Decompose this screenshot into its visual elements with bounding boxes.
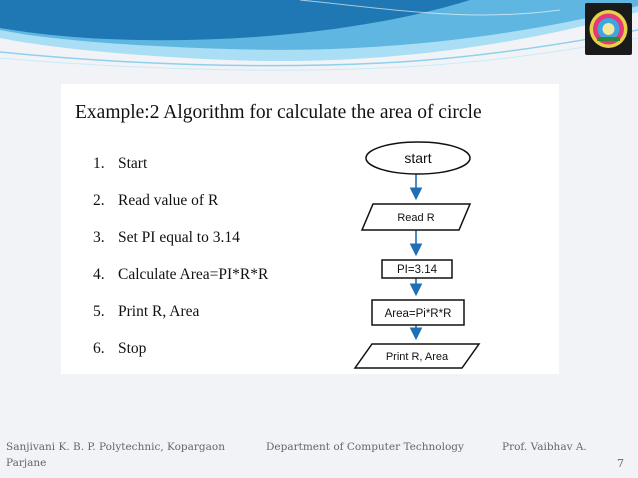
step-text: Calculate Area=PI*R*R bbox=[118, 266, 269, 283]
flowchart bbox=[61, 84, 559, 374]
step-number: 1. bbox=[93, 155, 105, 172]
slide-footer bbox=[6, 441, 632, 473]
step-number: 2. bbox=[93, 192, 105, 209]
footer-author-continued: Parjane bbox=[6, 457, 47, 469]
college-emblem-icon bbox=[585, 3, 632, 55]
footer-college: Sanjivani K. B. P. Polytechnic, Kopargaon bbox=[6, 441, 225, 453]
footer-author: Prof. Vaibhav A. bbox=[502, 441, 587, 453]
slide-title: Example:2 Algorithm for calculate the area of circle bbox=[75, 102, 482, 123]
step-text: Stop bbox=[118, 340, 147, 357]
page-number: 7 bbox=[617, 457, 624, 470]
flow-input-label: Read R bbox=[397, 212, 435, 224]
step-text: Start bbox=[118, 155, 148, 172]
flow-output-label: Print R, Area bbox=[385, 351, 449, 363]
step-number: 3. bbox=[93, 229, 105, 246]
step-text: Read value of R bbox=[118, 192, 219, 209]
content-card bbox=[61, 84, 559, 374]
header-banner bbox=[0, 0, 638, 80]
step-number: 4. bbox=[93, 266, 105, 283]
step-number: 5. bbox=[93, 303, 105, 320]
flow-process-label: PI=3.14 bbox=[397, 264, 437, 276]
flow-process-label: Area=Pi*R*R bbox=[384, 308, 452, 320]
flow-start-label: start bbox=[404, 150, 432, 166]
step-number: 6. bbox=[93, 340, 105, 357]
footer-department: Department of Computer Technology bbox=[266, 441, 464, 453]
step-text: Set PI equal to 3.14 bbox=[118, 229, 240, 246]
step-text: Print R, Area bbox=[118, 303, 200, 320]
